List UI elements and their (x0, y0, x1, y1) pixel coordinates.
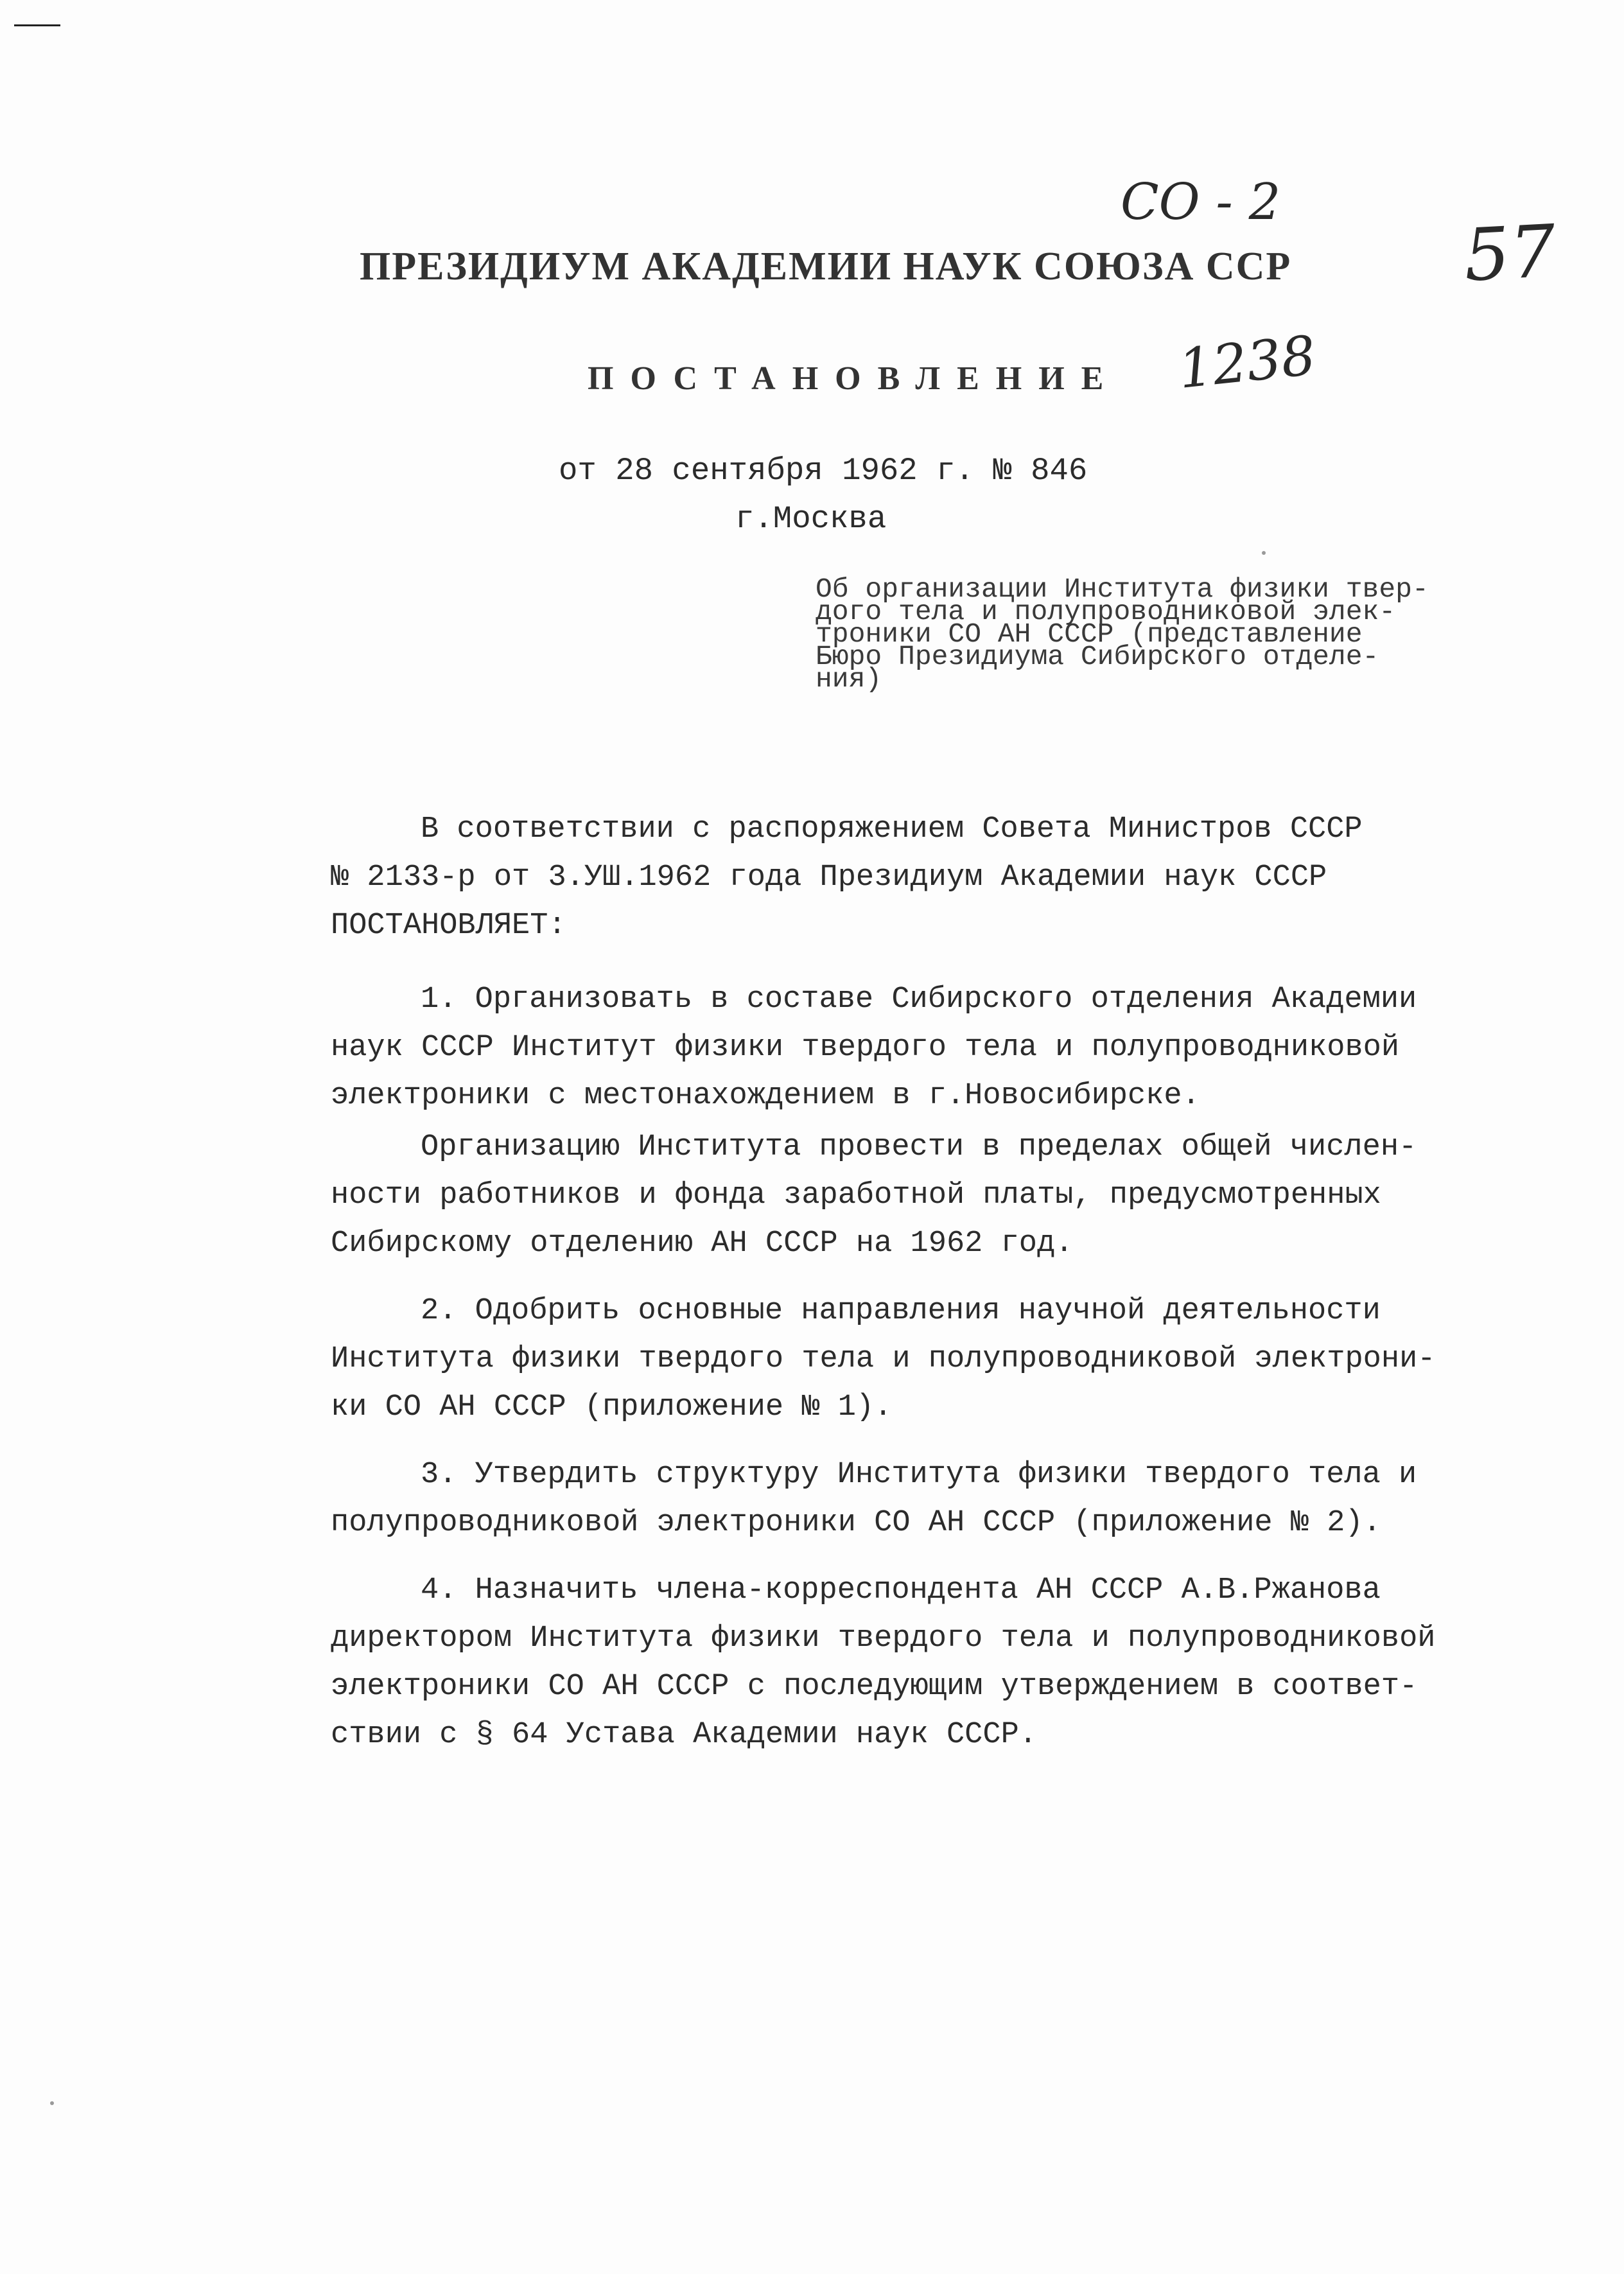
item-1-continuation-line: Сибирскому отделению АН СССР на 1962 год. (331, 1227, 1074, 1261)
item-1-line: 1. Организовать в составе Сибирского отделения Академии (421, 983, 1417, 1017)
item-4-line: директором Института физики твердого тела и полупроводниковой (331, 1622, 1436, 1656)
scan-speck (1262, 551, 1266, 555)
item-4-line: 4. Назначить члена-корреспондента АН СССР А.В.Ржанова (421, 1573, 1381, 1607)
item-1-continuation-line: ности работников и фонда заработной платы, предусмотренных (331, 1178, 1381, 1212)
item-3-line: 3. Утвердить структуру Института физики твердого тела и (421, 1458, 1417, 1492)
subject-line: ния) (816, 663, 882, 695)
city-line: г.Москва (735, 501, 887, 537)
subject-block (816, 573, 1548, 695)
item-2-line: ки СО АН СССР (приложение № 1). (331, 1390, 893, 1424)
subject-line: троники СО АН СССР (представление (816, 618, 1363, 650)
subject-line: Об организации Института физики твер- (816, 573, 1429, 605)
organization-heading: ПРЕЗИДИУМ АКАДЕМИИ НАУК СОЮЗА ССР (360, 245, 1292, 288)
item-3-line: полупроводниковой электроники СО АН СССР (приложение № 2). (331, 1506, 1381, 1540)
handwritten-code: СО - 2 (1121, 173, 1281, 231)
preamble-line: № 2133-р от 3.УШ.1962 года Президиум Академии наук СССР (331, 861, 1327, 895)
date-and-number-line: от 28 сентября 1962 г. № 846 (559, 453, 1088, 489)
item-1-line: наук СССР Институт физики твердого тела и полупроводниковой (331, 1031, 1400, 1065)
resolves-line: ПОСТАНОВЛЯЕТ: (331, 909, 566, 943)
preamble-line: В соответствии с распоряжением Совета Министров СССР (421, 812, 1363, 846)
item-4-line: ствии с § 64 Устава Академии наук СССР. (331, 1718, 1037, 1752)
item-2-line: Института физики твердого тела и полупроводниковой электрони- (331, 1342, 1436, 1376)
handwritten-sheet-number: 57 (1462, 209, 1558, 298)
subject-line: Бюро Президиума Сибирского отделе- (816, 641, 1379, 672)
item-2-line: 2. Одобрить основные направления научной деятельности (421, 1294, 1381, 1328)
corner-mark (14, 24, 60, 26)
item-1-line: электроники с местонахождением в г.Новосибирске. (331, 1079, 1200, 1113)
subject-line: дого тела и полупроводниковой элек- (816, 596, 1396, 627)
scan-speck (50, 2101, 54, 2105)
item-4-line: электроники СО АН СССР с последующим утверждением в соответ- (331, 1670, 1418, 1704)
document-type-heading: ПОСТАНОВЛЕНИЕ (588, 360, 1121, 397)
item-1-continuation-line: Организацию Института провести в пределах общей числен- (421, 1130, 1417, 1164)
handwritten-registration-number: 1238 (1175, 324, 1319, 401)
